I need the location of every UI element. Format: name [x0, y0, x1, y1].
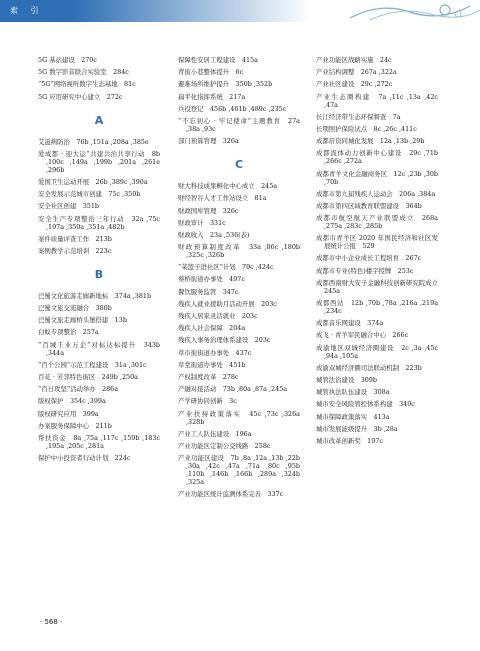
index-entry: 爱成都 · 迎大运”共建共治共享行动 8b ,100c ,149a ,199b ,201a ,261e ,296b [38, 149, 160, 174]
index-entry: “百日攻坚”活动举办 286a [38, 385, 119, 394]
index-entry: 帮扶资金 8a ,75a ,117c ,159b ,183c ,195a ,205c ,281a [38, 433, 160, 450]
index-entry: “菜篮子进社区”计划 79c ,424c [178, 263, 274, 272]
header-title: 索 引 [10, 6, 44, 15]
index-entry: 扁平化指挥系统 217a [178, 92, 246, 101]
index-entry: 保护中小投资者行动计划 224c [38, 454, 131, 463]
index-entry: 办案服务保障中心 211b [38, 421, 112, 430]
index-entry: 5G 基站建设 270c [38, 56, 97, 64]
index-entry: “不忘初心 · 牢记使命”主题教育 27a ,38a ,93c [178, 116, 300, 133]
index-entry: 草市街街道办事处 437c [178, 348, 252, 357]
index-entry: 财政国库管理 326c [178, 206, 239, 215]
index-entry: 艾滋病防治 76b ,151a ,208a ,385e [38, 137, 149, 146]
index-entry: 城市发展能级提升 3b ,28a [316, 424, 398, 433]
index-entry: 白蚁专项整治 257a [38, 328, 99, 337]
index-entry: 成都市青羊区 2020 年国民经济和社区发展统计公报 529 [316, 234, 438, 251]
index-entry: 成都市专业(特色)楼宇授牌 253c [316, 266, 414, 275]
index-entry: 蔡桥街道办事处 497c [178, 275, 245, 284]
section-letter: C [234, 158, 244, 172]
index-column-1 [38, 56, 160, 466]
index-entry: 城市改革创新奖 197c [316, 436, 383, 445]
index-entry: 财大科技成果孵化中心成立 245a [178, 182, 278, 191]
index-entry: 5G 应用研究中心建立 272c [38, 92, 123, 101]
index-entry: 巴蜀文旅交流融合 380b [38, 304, 112, 313]
index-entry: 产业生态圈构建 7a ,11c ,13a ,42c ,47a [316, 92, 438, 109]
index-entry: 长期照护保险试点 8c ,26c ,411c [316, 124, 417, 133]
index-entry: 成都市第九届残疾人运动会 206a ,384a [316, 189, 436, 198]
index-entry: “百个公园”示范工程建设 31a ,301c [38, 360, 147, 369]
index-entry: 保障性安居工程建设 415a [178, 56, 258, 64]
index-entry: 成都市第四区域教育联盟建设 364b [316, 201, 422, 210]
index-entry: 安全生产专项整治三年行动 32a ,75c ,197a ,350a ,351a ,482b [38, 214, 160, 231]
index-entry: 残疾人社会保障 204a [178, 324, 246, 333]
index-entry: 安全发展示范城市创建 75c ,350b [38, 190, 141, 199]
index-entry: 成都市航空航天产业联盟成立 268a ,275a ,283c ,285b [316, 214, 438, 231]
index-entry: 背街小巷整体提升 6c [178, 68, 244, 77]
index-entry: 残疾人事务治理体系建设 203c [178, 336, 271, 345]
section-letter: B [94, 267, 104, 281]
swirl-decoration-icon [340, 0, 480, 22]
section-letter: A [94, 113, 104, 127]
index-entry: 长江经济带生态环保督查 7a [316, 112, 401, 121]
index-entry: 成都流体动力创新中心建设 29c ,71b ,266c ,272a [316, 149, 438, 166]
index-entry: 避难场所维护提升 350b ,352b [178, 80, 273, 89]
index-entry: 产业扶持政策落实 45c ,73c ,326a ,328b [178, 409, 300, 426]
index-entry: 成都西南财大安子金融科技创新研究院成立 245a [316, 278, 445, 295]
page-number: · 568 · [40, 618, 63, 626]
index-entry: 案例教学示范培训 223c [38, 246, 112, 255]
index-entry: 巴蜀文旅走廊桥头堡搭建 13b [38, 316, 127, 325]
index-entry: 版权保护 354c ,399a [38, 397, 106, 406]
index-entry: 城市保障政策落实 413a [316, 412, 390, 421]
index-entry: 版权研究应用 399a [38, 409, 99, 418]
index-entry: 产融对接活动 73b ,80a ,87a ,245a [178, 385, 288, 394]
index-entry: 产业工人队伍建设 196a [178, 429, 252, 438]
index-entry: 残疾人居家灵活就业 203c [178, 312, 258, 320]
index-entry: 财政收入 23a ,536(表) [178, 230, 250, 239]
index-entry: 成渝地区双城经济圈建设 2c ,3a ,45c ,94a ,105a [316, 343, 438, 360]
index-entry: “百城千业万企”对标达标提升 343b ,344a [38, 340, 160, 357]
index-entry: 产业结构调整 267a ,322a [316, 68, 397, 77]
index-entry: 餐饮服务监管 347c [178, 287, 239, 296]
index-entry: 巴蜀文化旅游走廊新地标 374a ,381b [38, 291, 152, 300]
index-entry: 产业功能区统计监测体系完善 337c [178, 490, 284, 499]
index-entry: 产权制度改革 278c [178, 372, 239, 381]
index-entry: 产业功能区建设 7b ,8a ,12a ,13b ,22b ,30a ,42c ,47a ,71a ,80c ,95b ,110b ,146b ,166b ,289a ,324b ,325a [178, 454, 300, 487]
index-entry: “5G”网络视听数字生态基地 81c [38, 80, 136, 89]
index-entry: 产业功能区定制公交线路 258c [178, 441, 271, 450]
index-entry: 部门预算管理 326a [178, 137, 239, 146]
index-entry: 产学研协同创新 3c [178, 397, 237, 406]
index-entry: 城管执法队伍建设 308a [316, 388, 390, 397]
index-entry: 成都市中小企业成长工程培育 267c [316, 254, 422, 263]
index-entry: 爱国卫生运动开展 26b ,389c ,390a [38, 177, 148, 186]
index-entry: 成飞 · 青羊军民融合中心 266c [316, 331, 409, 340]
index-column-3 [316, 56, 445, 449]
index-entry: 成都音乐网建设 374a [316, 319, 384, 328]
index-entry: 兵役登记 456b ,461b ,489c ,235c [178, 104, 287, 113]
index-entry: 安全社区创建 351b [38, 202, 100, 211]
index-entry: 成都青羊文化金融商务区 12c ,23b ,30b ,70b [316, 169, 438, 186]
index-entry: 城市安全风险管控体系构建 349c [316, 400, 415, 409]
index-entry: 产业社区建设 29c ,272c [316, 80, 393, 89]
index-entry: 产业功能区战略实施 24c [316, 56, 392, 64]
index-entry: 草堂街道办事处 451b [178, 360, 246, 369]
index-entry: 成都西站 12b ,70b ,78a ,216a ,219a ,234c [316, 299, 438, 315]
index-column-2 [178, 56, 300, 502]
header-banner [0, 0, 480, 22]
index-entry: 成渝双城经济圈司法联动机制 223b [316, 363, 422, 372]
index-entry: 财政预算制度改革 33a ,86c ,180b ,325c ,326b [178, 243, 300, 260]
index-entry: 5G 数字影音联合实验室 284c [38, 68, 129, 77]
index-entry: 案件质量评查工作 213b [38, 234, 112, 243]
index-entry: 财经智谷人才工作站设立 81a [178, 194, 267, 203]
index-entry: 百花 · 芳邻特色街区 249b ,250a [38, 373, 138, 381]
index-entry: 残疾人就业援助月活动开展 203c [178, 299, 277, 308]
index-entry: 财政审计 331c [178, 218, 226, 227]
index-entry: 成都眉资同城化发展 12a ,13b ,29b [316, 137, 425, 146]
index-entry: 城管法治建设 309b [316, 375, 378, 384]
